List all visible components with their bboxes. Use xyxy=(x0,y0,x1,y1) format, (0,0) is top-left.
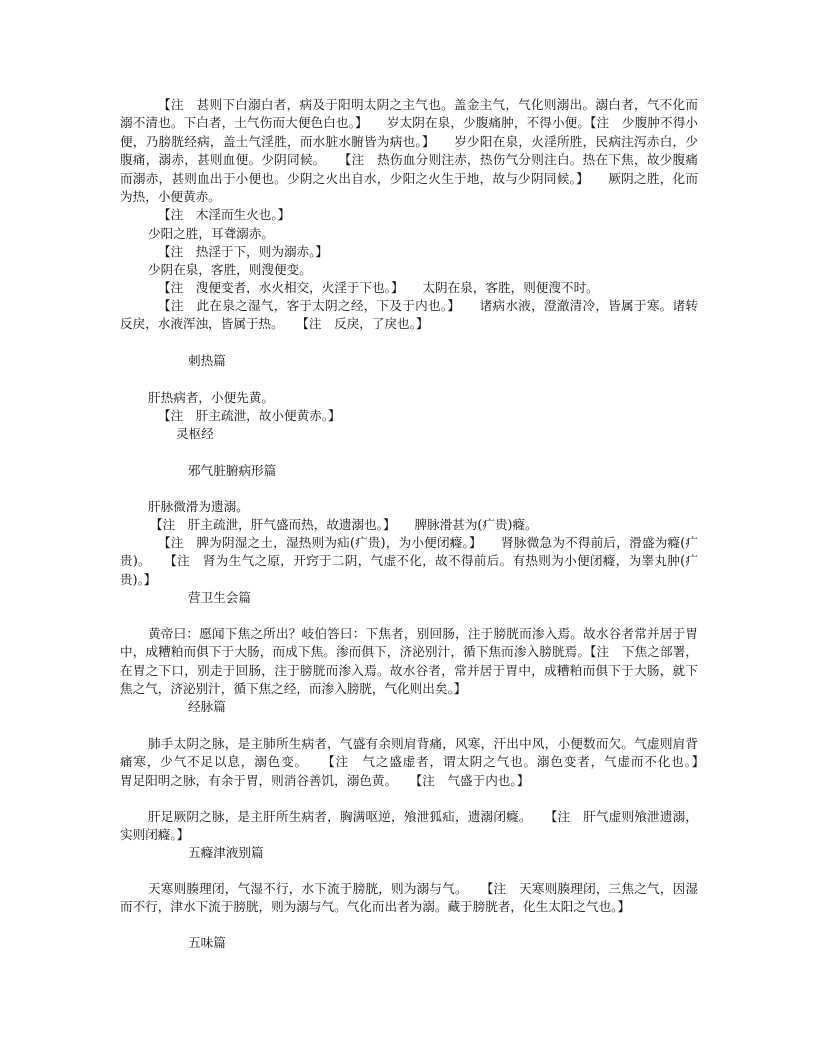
paragraph: 【注 甚则下白溺白者，病及于阳明太阴之主气也。盖金主气，气化则溺出。溺白者，气不化而溺不清也。下白者，土气伤而大便色白也。】 岁太阴在泉，少腹痛肿，不得小便。【注 少腹肿不得小便，乃膀胱经病，盖土气淫胜，而水脏水腑皆为病也。】 岁少阳在泉，火淫所胜，民病注泻赤白，少腹痛，溺赤，甚则血便。少阴同候。 【注 热伤血分则注赤，热伤气分则注白。热在下焦，故少腹痛而溺赤，甚则血出于小便也。少阴之火出自水，少阳之火生于地，故与少阴同候。】 厥阴之胜，化而为热，小便黄赤。 xyxy=(120,97,698,205)
paragraph: 肺手太阴之脉，是主肺所生病者，气盛有余则肩背痛，风寒，汗出中风，小便数而欠。气虚则肩背痛寒，少气不足以息，溺色变。 【注 气之盛虚者，谓太阴之气也。溺色变者，气虚而不化也。】 胃足阳明之脉，有余于胃，则消谷善饥，溺色黄。 【注 气盛于内也。】 xyxy=(120,736,724,788)
paragraph: 肝脉微滑为遗溺。 xyxy=(148,499,249,514)
paragraph: 【注 肝主疏泄，肝气盛而热，故遗溺也。】 脾脉滑甚为(疒贵)癃。 xyxy=(150,517,538,532)
section-heading: 经脉篇 xyxy=(188,699,226,714)
paragraph: 【注 脾为阴湿之土，湿热则为疝(疒贵)，为小便闭癃。】 肾脉微急为不得前后，滑盛为癃(疒贵)。 【注 肾为生气之原，开窍于二阴，气虚不化，故不得前后。有热则为小便闭癃，为睾丸肿(疒贵)。】 xyxy=(120,535,698,587)
paragraph: 少阴在泉，客胜，则溲便变。 xyxy=(148,262,312,277)
section-heading: 五味篇 xyxy=(188,935,226,950)
section-heading: 邪气脏腑病形篇 xyxy=(188,463,277,478)
paragraph: 肝足厥阴之脉，是主肝所生病者，胸满呕逆，飧泄狐疝，遗溺闭癃。 【注 肝气虚则飧泄遗溺，实则闭癃。】 xyxy=(120,809,698,843)
section-heading: 刺热篇 xyxy=(188,353,226,368)
section-heading: 灵枢经 xyxy=(176,426,214,441)
paragraph: 【注 热淫于下，则为溺赤。】 xyxy=(158,244,329,259)
section-heading: 五癃津液别篇 xyxy=(188,845,264,860)
paragraph: 【注 肝主疏泄，故小便黄赤。】 xyxy=(158,408,341,423)
paragraph: 肝热病者，小便先黄。 xyxy=(148,390,274,405)
paragraph: 天寒则腠理闭，气湿不行，水下流于膀胱，则为溺与气。 【注 天寒则腠理闭，三焦之气，因湿而不行，津水下流于膀胱，则为溺与气。气化而出者为溺。藏于膀胱者，化生太阳之气也。】 xyxy=(120,881,698,915)
paragraph: 【注 溲便变者，水火相交，火淫于下也。】 太阴在泉，客胜，则便溲不时。 xyxy=(158,280,599,295)
paragraph: 黄帝曰：愿闻下焦之所出？岐伯答曰：下焦者，别回肠，注于膀胱而渗入焉。故水谷者常并居于胃中，成糟粕而俱下于大肠，而成下焦。渗而俱下，济泌别汁，循下焦而渗入膀胱焉。【注 下焦之部署，在胃之下口，别走于回肠，注于膀胱而渗入焉。故水谷者，常并居于胃中，成糟粕而俱下于大肠，就下焦之气，济泌别汁，循下焦之经，而渗入膀胱，气化则出矣。】 xyxy=(120,626,698,697)
paragraph: 少阳之胜，耳聋溺赤。 xyxy=(148,226,274,241)
paragraph: 【注 木淫而生火也。】 xyxy=(158,207,291,222)
paragraph: 【注 此在泉之湿气，客于太阴之经，下及于内也。】 诸病水液，澄澈清冷，皆属于寒。诸转反戾，水液浑浊，皆属于热。 【注 反戾，了戾也。】 xyxy=(120,298,698,332)
section-heading: 营卫生会篇 xyxy=(188,590,251,605)
